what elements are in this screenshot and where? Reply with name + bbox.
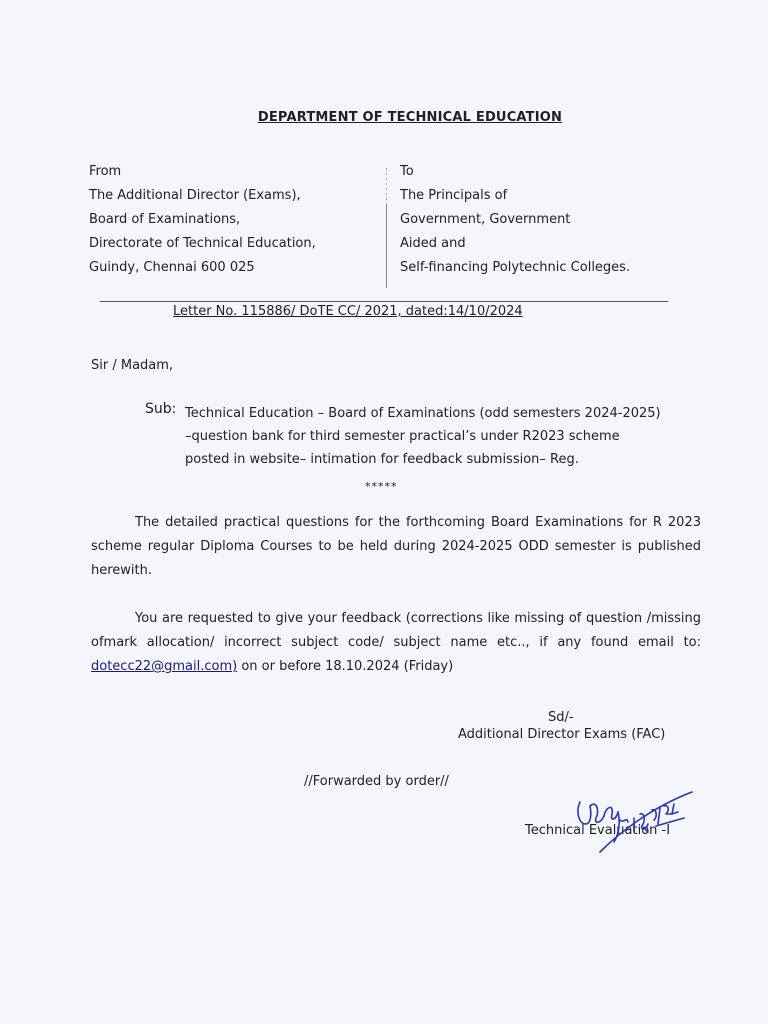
from-line: Guindy, Chennai 600 025	[89, 260, 255, 275]
to-line: The Principals of	[400, 188, 508, 203]
separator-stars: *****	[365, 480, 398, 493]
to-line: Aided and	[400, 236, 466, 251]
from-line: The Additional Director (Exams),	[89, 188, 301, 203]
section-name: Technical Evaluation -I	[525, 823, 671, 838]
from-line: Directorate of Technical Education,	[89, 236, 316, 251]
from-address	[89, 160, 316, 280]
signed-mark: Sd/-	[548, 710, 574, 725]
salutation: Sir / Madam,	[91, 358, 174, 373]
paragraph-2-text-before: You are requested to give your feedback (corrections like missing of question /missing ofmark allocation/ incorrect subject code/ subject name etc.., if any found email to:	[91, 611, 701, 650]
from-line: Board of Examinations,	[89, 212, 241, 227]
subject-label: Sub:	[145, 401, 177, 417]
to-label: To	[400, 164, 414, 179]
to-line: Government, Government	[400, 212, 571, 227]
subject-line: –question bank for third semester practical’s under R2023 scheme	[185, 429, 620, 444]
header-rule	[100, 301, 668, 302]
paragraph-1-text: The detailed practical questions for the forthcoming Board Examinations for R 2023 scheme regular Diploma Courses to be held during 2024-2025 ODD semester is published herewith.	[91, 515, 701, 578]
from-label: From	[89, 164, 122, 179]
body-paragraph-1	[91, 511, 701, 583]
address-divider	[386, 204, 387, 288]
paragraph-2-text-after: on or before 18.10.2024 (Friday)	[237, 659, 454, 674]
handwritten-signature-icon	[560, 780, 710, 865]
to-address	[400, 160, 630, 280]
signatory-designation: Additional Director Exams (FAC)	[458, 727, 666, 742]
forwarded-by-order: //Forwarded by order//	[304, 774, 449, 789]
to-line: Self-financing Polytechnic Colleges.	[400, 260, 631, 275]
subject-line: Technical Education – Board of Examinations (odd semesters 2024-2025)	[185, 406, 661, 421]
document-title: DEPARTMENT OF TECHNICAL EDUCATION	[257, 110, 563, 125]
letter-number: Letter No. 115886/ DoTE CC/ 2021, dated:14/10/2024	[173, 304, 523, 319]
subject-line: posted in website– intimation for feedback submission– Reg.	[185, 452, 579, 467]
feedback-email-link[interactable]: dotecc22@gmail.com)	[91, 659, 238, 674]
subject-text	[185, 402, 715, 471]
address-divider-dotted	[386, 168, 387, 204]
body-paragraph-2	[91, 607, 701, 679]
